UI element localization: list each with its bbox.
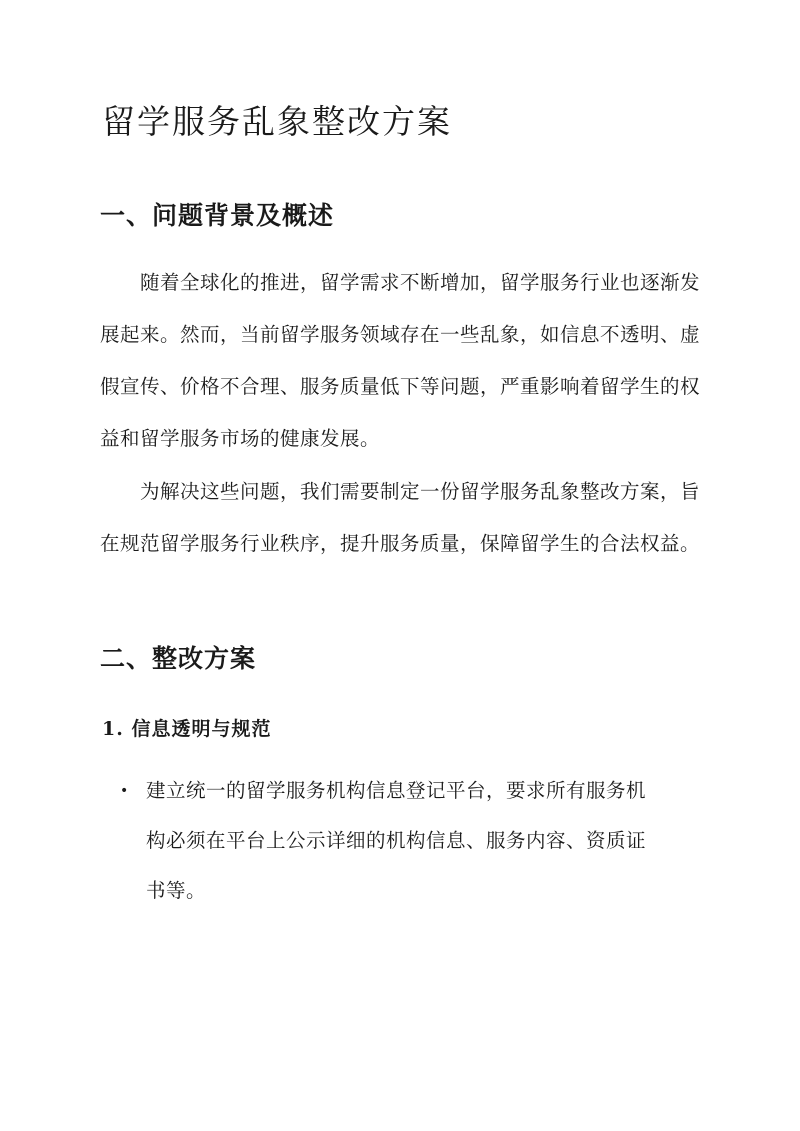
bullet-list xyxy=(100,766,700,916)
bullet-text: 建立统一的留学服务机构信息登记平台，要求所有服务机构必须在平台上公示详细的机构信息、服务内容、资质证书等。 xyxy=(146,779,647,902)
section-heading-plan: 二、整改方案 xyxy=(100,644,257,673)
bullet-dot-icon: • xyxy=(120,783,129,799)
paragraph-purpose: 为解决这些问题，我们需要制定一份留学服务乱象整改方案，旨在规范留学服务行业秩序，提升服务质量，保障留学生的合法权益。 xyxy=(100,480,701,555)
bullet-item xyxy=(100,766,646,916)
subsection-heading-info-transparency: 1. 信息透明与规范 xyxy=(102,718,272,740)
paragraph-background: 随着全球化的推进，留学需求不断增加，留学服务行业也逐渐发展起来。然而，当前留学服务领域存在一些乱象，如信息不透明、虚假宣传、价格不合理、服务质量低下等问题，严重影响着留学生的权益和留学服务市场的健康发展。 xyxy=(100,271,701,450)
section-heading-background: 一、问题背景及概述 xyxy=(100,201,335,230)
document-title: 留学服务乱象整改方案 xyxy=(102,102,452,141)
